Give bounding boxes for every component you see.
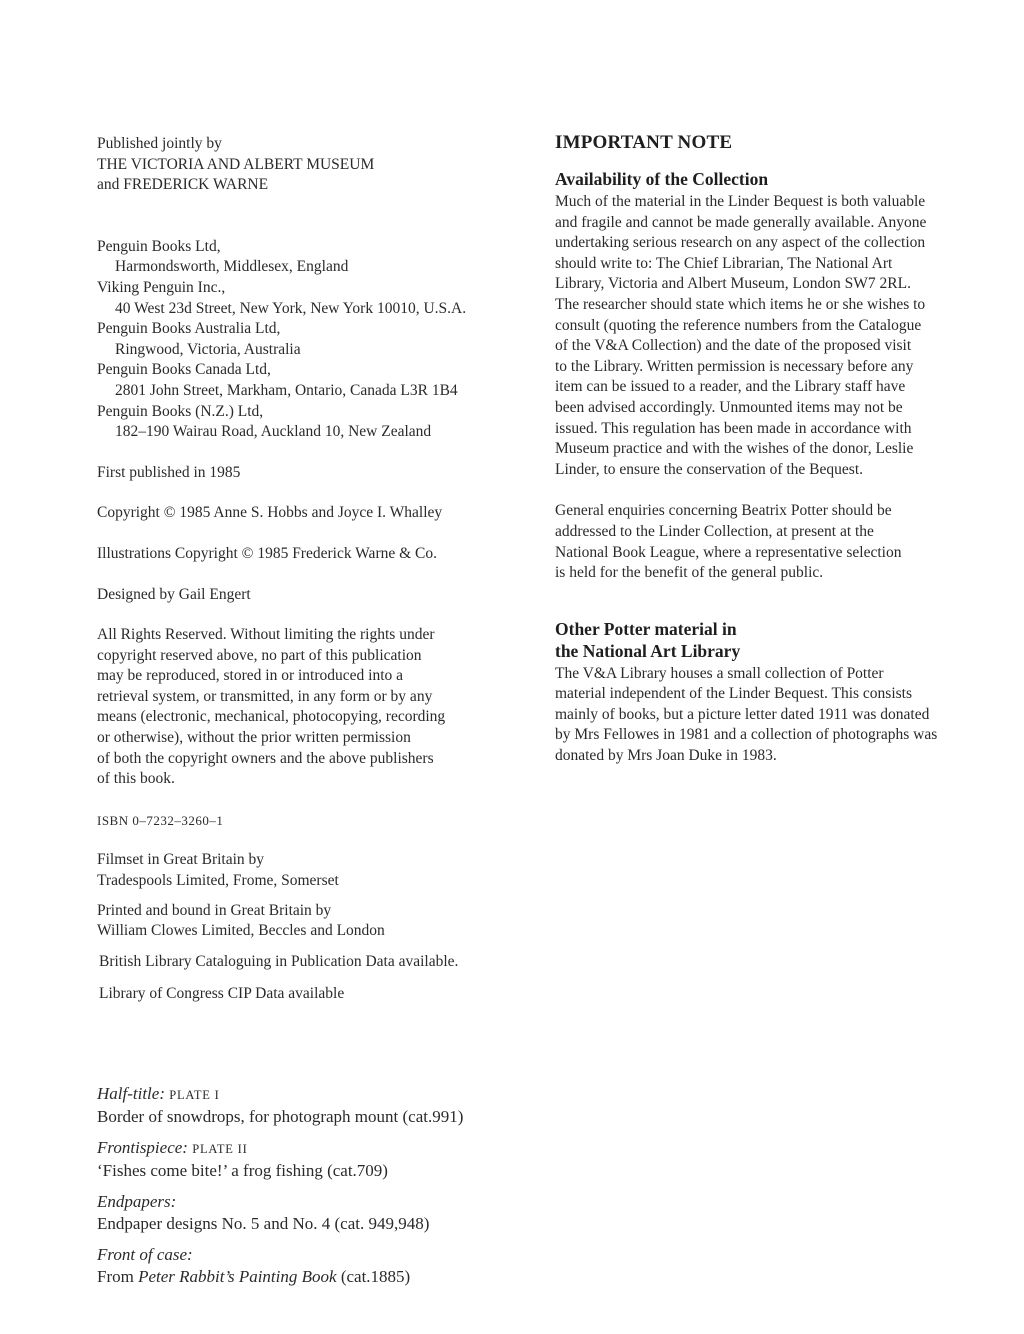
printed-block [97, 901, 537, 942]
credit-text-suffix: (cat.1885) [336, 1267, 411, 1286]
text-line: been advised accordingly. Unmounted items may not be [555, 398, 903, 416]
important-note-heading: IMPORTANT NOTE [555, 132, 733, 153]
company-name: Penguin Books Canada Ltd, [97, 361, 271, 379]
text-line: Linder, to ensure the conservation of the Bequest. [555, 460, 863, 478]
text-line: and fragile and cannot be made generally available. Anyone [555, 213, 927, 231]
company-address: Harmondsworth, Middlesex, England [115, 258, 349, 276]
text-line: donated by Mrs Joan Duke in 1983. [555, 747, 777, 765]
plate-credits [97, 1083, 557, 1288]
heading-line: Other Potter material in [555, 618, 737, 639]
text-line: mainly of books, but a picture letter dated 1911 was donated [555, 705, 930, 723]
british-library-cip: British Library Cataloguing in Publication Data available. [99, 952, 459, 970]
rights-line: or otherwise), without the prior written permission [97, 729, 411, 747]
credit-label: Endpapers: [97, 1192, 177, 1211]
text-line: undertaking serious research on any aspect of the collection [555, 234, 926, 252]
rights-block [97, 625, 537, 790]
general-enquiries-text [555, 501, 995, 583]
other-material-text [555, 664, 995, 767]
designed-by: Designed by Gail Engert [97, 585, 251, 603]
isbn: ISBN 0–7232–3260–1 [97, 812, 224, 828]
printed-line: Printed and bound in Great Britain by [97, 901, 332, 919]
filmset-line: Tradespools Limited, Frome, Somerset [97, 872, 339, 890]
text-line: of the V&A Collection) and the date of the proposed visit [555, 337, 912, 355]
company-address: 182–190 Wairau Road, Auckland 10, New Zealand [115, 423, 432, 441]
publisher-line: and FREDERICK WARNE [97, 176, 269, 194]
text-line: Much of the material in the Linder Bequest is both valuable [555, 193, 926, 210]
rights-line: of both the copyright owners and the above publishers [97, 749, 434, 767]
rights-line: means (electronic, mechanical, photocopying, recording [97, 708, 446, 726]
text-line: addressed to the Linder Collection, at present at the [555, 522, 874, 540]
text-line: is held for the benefit of the general public. [555, 564, 824, 582]
important-note-column [555, 132, 995, 767]
company-name: Penguin Books Australia Ltd, [97, 320, 281, 338]
publisher-line: Published jointly by [97, 135, 222, 152]
rights-line: copyright reserved above, no part of this publication [97, 646, 422, 664]
publisher-line: THE VICTORIA AND ALBERT MUSEUM [97, 155, 375, 173]
credit-text: Endpaper designs No. 5 and No. 4 (cat. 949,948) [97, 1214, 430, 1233]
credit-frontispiece [97, 1137, 557, 1182]
credit-text-prefix: From [97, 1267, 139, 1286]
other-material-heading [555, 618, 995, 662]
rights-line: of this book. [97, 770, 175, 788]
credit-label: Frontispiece: [97, 1138, 188, 1157]
credit-label: Front of case: [97, 1245, 193, 1264]
first-published: First published in 1985 [97, 463, 241, 481]
company-address: 40 West 23d Street, New York, New York 10010, U.S.A. [115, 299, 467, 317]
company-name: Viking Penguin Inc., [97, 278, 226, 296]
publisher-block [97, 134, 537, 196]
text-line: issued. This regulation has been made in accordance with [555, 419, 912, 437]
company-address: Ringwood, Victoria, Australia [115, 340, 301, 358]
printed-line: William Clowes Limited, Beccles and London [97, 922, 385, 940]
library-of-congress-cip: Library of Congress CIP Data available [99, 985, 345, 1003]
credit-label: Half-title: [97, 1084, 165, 1103]
text-line: by Mrs Fellowes in 1981 and a collection of photographs was [555, 726, 938, 744]
text-line: General enquiries concerning Beatrix Potter should be [555, 502, 892, 520]
imprint-column [97, 134, 537, 1005]
credit-book-title: Peter Rabbit’s Painting Book [138, 1267, 337, 1286]
rights-line: All Rights Reserved. Without limiting the rights under [97, 626, 435, 644]
text-line: Museum practice and with the wishes of the donor, Leslie [555, 440, 914, 458]
credit-half-title [97, 1083, 557, 1128]
credit-plate: PLATE I [169, 1088, 220, 1102]
rights-line: may be reproduced, stored in or introduced into a [97, 667, 404, 685]
heading-line: the National Art Library [555, 640, 741, 661]
company-name: Penguin Books Ltd, [97, 237, 221, 255]
text-line: The researcher should state which items he or she wishes to [555, 295, 926, 313]
text-line: The V&A Library houses a small collection of Potter [555, 664, 884, 682]
filmset-line: Filmset in Great Britain by [97, 851, 265, 869]
illustrations-copyright: Illustrations Copyright © 1985 Frederick Warne & Co. [97, 544, 438, 562]
credit-text: Border of snowdrops, for photograph mount (cat.991) [97, 1107, 464, 1126]
text-line: National Book League, where a representative selection [555, 543, 902, 561]
text-line: material independent of the Linder Bequest. This consists [555, 685, 912, 703]
copyright: Copyright © 1985 Anne S. Hobbs and Joyce I. Whalley [97, 504, 443, 522]
text-line: should write to: The Chief Librarian, The National Art [555, 254, 893, 272]
rights-line: retrieval system, or transmitted, in any form or by any [97, 687, 433, 705]
text-line: item can be issued to a reader, and the Library staff have [555, 378, 906, 396]
availability-heading: Availability of the Collection [555, 169, 769, 189]
availability-text [555, 192, 995, 480]
filmset-block [97, 850, 537, 891]
text-line: to the Library. Written permission is necessary before any [555, 357, 914, 375]
credit-plate: PLATE II [192, 1142, 248, 1156]
text-line: consult (quoting the reference numbers from the Catalogue [555, 316, 922, 334]
text-line: Library, Victoria and Albert Museum, London SW7 2RL. [555, 275, 911, 293]
addresses-block [97, 237, 537, 443]
credit-text: ‘Fishes come bite!’ a frog fishing (cat.709) [97, 1161, 388, 1180]
credit-endpapers [97, 1191, 557, 1235]
company-address: 2801 John Street, Markham, Ontario, Canada L3R 1B4 [115, 381, 458, 399]
company-name: Penguin Books (N.Z.) Ltd, [97, 402, 264, 420]
credit-front-of-case [97, 1244, 557, 1288]
